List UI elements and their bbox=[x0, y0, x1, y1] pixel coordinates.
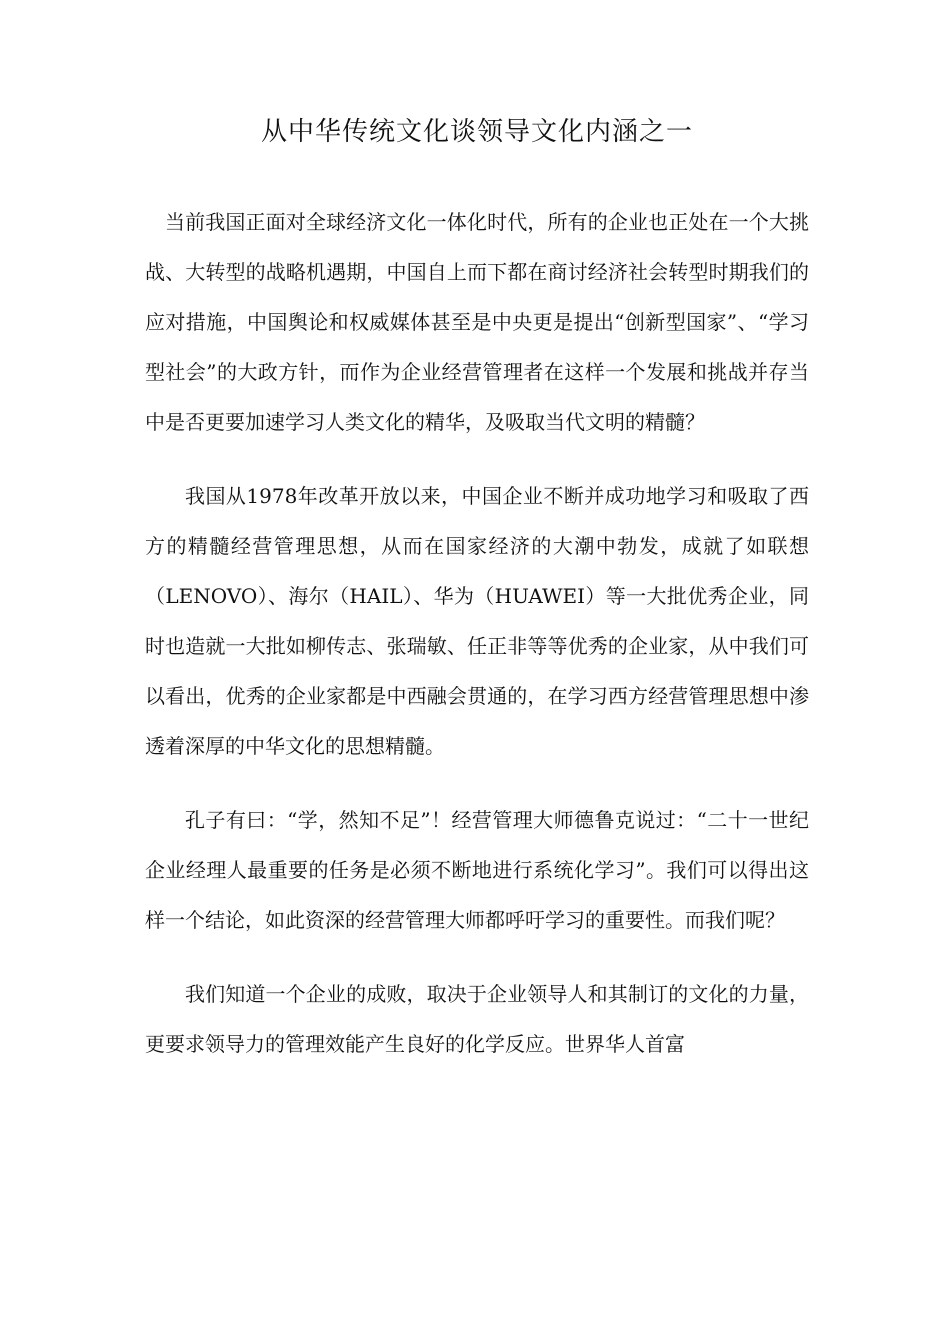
document-title: 从中华传统文化谈领导文化内涵之一 bbox=[260, 117, 693, 147]
paragraph-3: 孔子有曰：“学，然知不足”！经营管理大师德鲁克说过：“二十一世纪企业经理人最重要的任务是必须不断地进行系统化学习”。我们可以得出这样一个结论，如此资深的经营管理大师都呼吁学习的重要性。而我们呢？ bbox=[145, 808, 809, 932]
paragraph-1: 当前我国正面对全球经济文化一体化时代，所有的企业也正处在一个大挑战、大转型的战略机遇期，中国自上而下都在商讨经济社会转型时期我们的应对措施，中国舆论和权威媒体甚至是中央更是提出“创新型国家”、“学习型社会”的大政方针，而作为企业经营管理者在这样一个发展和挑战并存当中是否更要加速学习人类文化的精华，及吸取当代文明的精髓？ bbox=[145, 210, 809, 434]
paragraph-4: 我们知道一个企业的成败，取决于企业领导人和其制订的文化的力量，更要求领导力的管理效能产生良好的化学反应。世界华人首富 bbox=[145, 982, 809, 1056]
paragraph-2: 我国从1978年改革开放以来，中国企业不断并成功地学习和吸取了西方的精髓经营管理思想，从而在国家经济的大潮中勃发，成就了如联想（LENOVO）、海尔（HAIL）、华为（HUAWEI）等一大批优秀企业，同时也造就一大批如柳传志、张瑞敏、任正非等等优秀的企业家，从中我们可以看出，优秀的企业家都是中西融会贯通的，在学习西方经营管理思想中渗透着深厚的中华文化的思想精髓。 bbox=[145, 484, 809, 758]
document-page bbox=[145, 100, 809, 1069]
